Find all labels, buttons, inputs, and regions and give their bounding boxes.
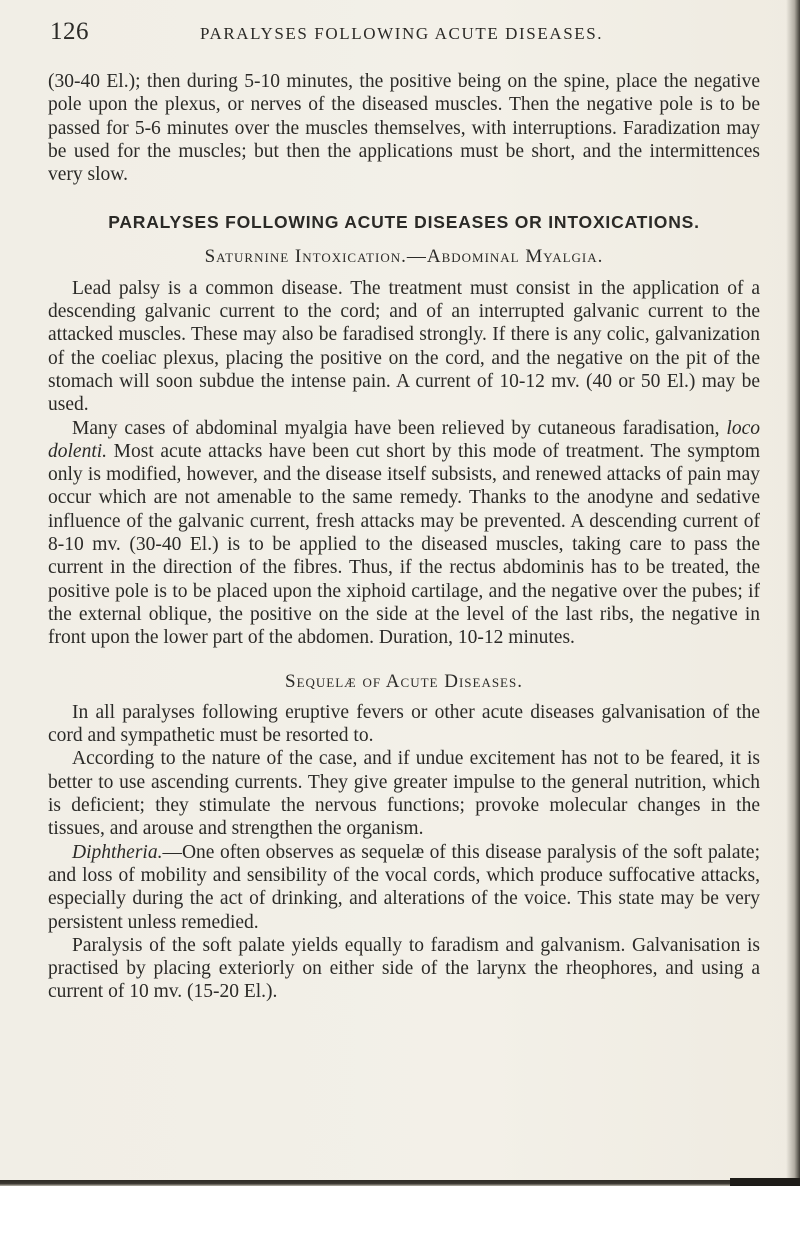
page-body	[48, 70, 760, 1004]
paragraph-continued: (30-40 El.); then during 5-10 minutes, the positive being on the spine, place the negative pole upon the plexus, or nerves of the diseased muscles. Then the negative pole is to be passed for 5-6 minutes over the muscles themselves, with interruptions. Faradization may be used for the muscles; but then the applications must be short, and the intermittences very slow.	[48, 71, 760, 186]
scan-margin	[0, 1186, 800, 1246]
text-run: Many cases of abdominal myalgia have been relieved by cutaneous faradisation,	[72, 417, 727, 439]
subsection-title-saturnine: Saturnine Intoxication.—Abdominal Myalgia.	[204, 246, 604, 268]
section-title: PARALYSES FOLLOWING ACUTE DISEASES OR INTOXICATIONS.	[108, 212, 700, 233]
page-edge-shadow	[786, 0, 800, 1246]
text-run: Most acute attacks have been cut short by this mode of treatment. The symptom only is modified, however, and the disease itself subsists, and renewed attacks of pain may occur which are not amenable to the same remedy. Thanks to the anodyne and sedative influence of the galvanic current, fresh attacks may be prevented. A descending current of 8-10 mv. (30-40 El.) is to be applied to the diseased muscles, taking care to pass the current in the direction of the fibres. Thus, if the rectus abdominis has to be treated, the positive pole is to be placed upon the xiphoid cartilage, and the negative over the pubes; if the external oblique, the positive on the side at the level of the last ribs, the negative in front upon the lower part of the abdomen. Duration, 10-12 minutes.	[48, 440, 760, 649]
paragraph-eruptive-fevers: In all paralyses following eruptive fevers or other acute diseases galvanisation of the cord and sympathetic must be resorted to.	[48, 701, 760, 747]
paragraph-diphtheria	[48, 841, 760, 934]
subsection-title-sequelae: Sequelæ of Acute Diseases.	[285, 670, 523, 692]
italic-text: Diphtheria.	[72, 841, 163, 863]
italic-text: loco dolenti.	[48, 417, 760, 462]
running-head: PARALYSES FOLLOWING ACUTE DISEASES.	[200, 24, 604, 43]
paragraph-soft-palate: Paralysis of the soft palate yields equally to faradism and galvanism. Galvanisation is practised by placing exteriorly on either side of the larynx the rheophores, and using a current of 10 mv. (15-20 El.).	[48, 934, 760, 1003]
paragraph-lead-palsy: Lead palsy is a common disease. The treatment must consist in the application of a descending galvanic current to the cord; and of an interrupted galvanic current to the attacked muscles. These may also be faradised strongly. If there is any colic, galvanization of the coeliac plexus, placing the positive on the cord, and the negative on the pit of the stomach will soon subdue the intense pain. A current of 10-12 mv. (40 or 50 El.) may be used.	[48, 277, 760, 416]
text-run: —One often observes as sequelæ of this disease paralysis of the soft palate; and loss of mobility and sensibility of the vocal cords, which produce suffocative attacks, especially during the act of drinking, and alterations of the voice. This state may be very persistent unless remedied.	[48, 841, 760, 933]
page-number: 126	[50, 18, 89, 45]
paragraph-ascending-currents: According to the nature of the case, and if undue excitement has not to be feared, it is better to use ascending currents. They give greater impulse to the general nutrition, which is deficient; they stimulate the nervous functions; provoke molecular changes in the tissues, and arouse and strengthen the organism.	[48, 748, 760, 840]
paragraph-abdominal-myalgia	[48, 417, 760, 650]
